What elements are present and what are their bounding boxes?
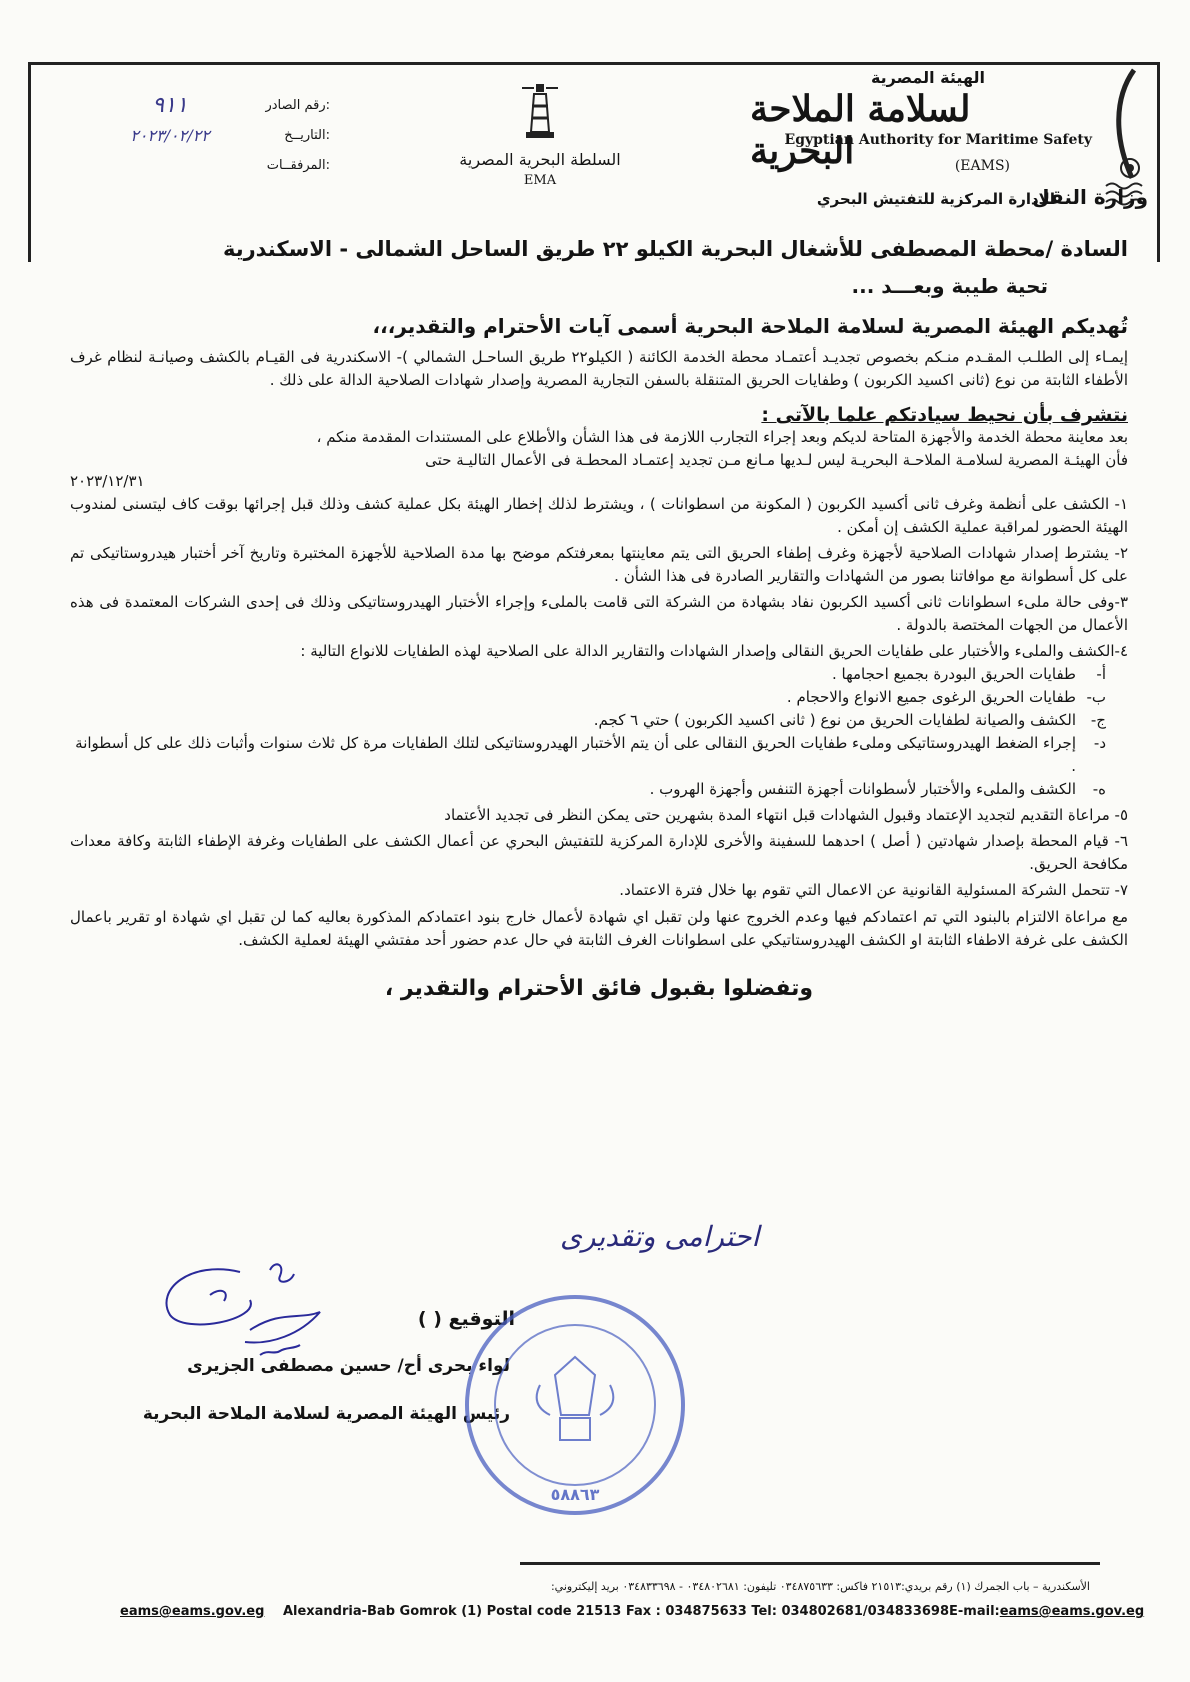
signatory-name: لواء بحرى أح/ حسين مصطفى الجزيرى	[187, 1356, 510, 1376]
list-item: ٧- تتحمل الشركة المسئولية القانونية عن الاعمال التي تقوم بها خلال فترة الاعتماد.	[619, 881, 1128, 899]
ema-name-en: EMA	[523, 173, 557, 188]
date-label: التاريــخ:	[284, 127, 330, 143]
org-name-en: Egyptian Authority for Maritime Safety	[784, 132, 1092, 148]
addressee: السادة /محطة المصطفى للأشغال البحرية الكيلو ٢٢ طريق الساحل الشمالى - الاسكندرية	[222, 237, 1128, 261]
sub-item-letter: د-	[1093, 734, 1106, 752]
footer-rule	[520, 1562, 1100, 1565]
paragraph-approval: فأن الهيئـة المصرية لسلامـة الملاحـة البحريـة ليس لـديها مـانع مـن تجديد إعتمـاد المحطـة فى الأعمال التاليـة حتى	[425, 451, 1128, 469]
footer-contact-en: Alexandria-Bab Gomrok (1) Postal code 21513 Fax : 034875633 Tel: 034802681/034833698E-mail:	[282, 1604, 1000, 1619]
list-item: ٦- قيام المحطة بإصدار شهادتين ( أصل ) احدهما للسفينة والأخرى للإدارة المركزية للتفتيش البحري عن أعمال الكشف على الطفايات وغرفة الإطفاء الثابتة وكافة معدات مكافحة الحريق.	[70, 832, 1128, 873]
sub-item-letter: أ-	[1096, 665, 1106, 683]
closing-line: وتفضلوا بقبول فائق الأحترام والتقدير ،	[384, 976, 814, 1001]
footer-line	[120, 1604, 1145, 1619]
department-name: الادارة المركزية للتفتيش البحري	[816, 190, 1055, 208]
handwritten-regards: احترامی وتقديری	[560, 1220, 760, 1253]
ema-name-ar: السلطة البحرية المصرية	[459, 150, 621, 169]
seal-number: ٥٨٨٦٣	[550, 1485, 600, 1504]
letter-body	[70, 232, 1128, 1001]
list-item: ٣-وفى حالة ملىء اسطوانات ثانى أكسيد الكربون نفاد بشهادة من الشركة التى قامت بالملىء وإجراء الأختبار الهيدروستاتيكى وذلك فى إحدى الشركات المعتمدة فى هذه الأعمال من الجهات المختصة بالدولة .	[70, 593, 1128, 634]
sub-item-letter: ب-	[1086, 688, 1106, 706]
sub-item-text: إجراء الضغط الهيدروستاتيكى وملىء طفايات الحريق النقالى على أن يتم الأختبار الهيدروستاتيكى لتلك الطفايات مرة كل ثلاث سنوات وأثبات ذلك على كل أسطوانة .	[75, 734, 1076, 775]
intro-paragraph: إيمـاء إلى الطلـب المقـدم منـكم بخصوص تجديـد أعتمـاد محطة الخدمة الكائنة ( الكيلو٢٢ طريق الساحـل الشمالي )- الاسكندرية فى القيـام بالكشف وصيانـة لنظام غرف الأطفاء الثابتة من نوع (ثانى اكسيد الكربون ) وطفايات الحريق المتنقلة بالسفن التجارية المصرية وإصدار شهادات الصلاحية الدالة على ذلك .	[70, 348, 1128, 389]
sub-item-text: الكشف والملىء والأختبار لأسطوانات أجهزة التنفس وأجهزة الهروب .	[649, 780, 1076, 798]
list-item: ١- الكشف على أنظمة وغرف ثانى أكسيد الكربون ( المكونة من اسطوانات ) ، ويشترط لذلك إخطار الهيئة بكل عملية كشف وذلك قبل إجرائها بوقت كاف ليتسنى لمندوب الهيئة الحضور لمراقبة عملية الكشف إن أمكن .	[70, 495, 1128, 536]
lighthouse-icon	[518, 82, 562, 142]
approval-date: ٢٠٢٣/١٢/٣١	[70, 472, 145, 490]
org-name-ar: لسلامة الملاحة البحرية	[750, 88, 971, 172]
list-item: ٢- يشترط إصدار شهادات الصلاحية لأجهزة وغرف إطفاء الحريق التى يتم معاينتها بمعرفتكم موضح بها مدة الصلاحية للأجهزة المختبرة وتاريخ آخر أختبار هيدروستاتيكى تم على كل أسطوانة مع موافاتنا بصور من الشهادات والتقارير الصادرة فى هذا الشأن .	[70, 544, 1128, 585]
frame-right-rule	[1157, 62, 1160, 262]
attach-row	[90, 150, 330, 180]
list-item: ٤-الكشف والملىء والأختبار على طفايات الحريق النقالى وإصدار الشهادات والتقارير الدالة على الصلاحية لهذه الطفايات للانواع التالية :	[300, 642, 1128, 660]
ministry-name: وزارة النقل	[1032, 185, 1148, 209]
sub-item-text: الكشف والصيانة لطفايات الحريق من نوع ( ثانى اكسيد الكربون ) حتي ٦ كجم.	[593, 711, 1076, 729]
footer-address-ar: الأسكندرية – باب الجمرك (١) رقم بريدي:٢١٥١٣ فاكس: ٠٣٤٨٧٥٦٣٣ تليفون: ٠٣٤٨٠٢٦٨١ - ٠٣٤٨٣٣٦٩٨ بريد إليكتروني:	[550, 1580, 1090, 1593]
date-value: ٢٠٢٣/٠٢/٢٢	[130, 125, 210, 145]
official-seal-icon	[460, 1290, 690, 1520]
footer-email-link[interactable]: eams@eams.gov.eg	[120, 1604, 265, 1619]
ref-row	[90, 90, 330, 120]
final-paragraph: مع مراعاة الالتزام بالبنود التي تم اعتمادكم فيها وعدم الخروج عنها ولن تقبل اي شهادة لأعمال خارج بنود اعتمادكم المذكورة بعاليه كما لن تقبل اي شهادة او تقرير باعمال الكشف على غرفة الاطفاء الثابتة او الكشف الهيدروستاتيكي على اسطوانات الغرف الثابتة في حال عدم حضور أحد مفتشي الهيئة لعملية الكشف.	[70, 908, 1128, 949]
sub-item-text: طفايات الحريق الرغوى جميع الانواع والاحجام .	[786, 688, 1076, 706]
frame-left-rule	[28, 62, 31, 262]
org-abbreviation: (EAMS)	[954, 158, 1010, 174]
signatory-title: رئيس الهيئة المصرية لسلامة الملاحة البحرية	[142, 1404, 510, 1424]
signature-label: التوقيع ( )	[417, 1308, 515, 1330]
footer-email-link-2[interactable]: eams@eams.gov.eg	[999, 1604, 1145, 1619]
list-item: ٥- مراعاة التقديم لتجديد الإعتماد وقبول الشهادات قبل انتهاء المدة بشهرين حتى يمكن النظر فى تجديد الأعتماد	[444, 806, 1128, 824]
sub-list-item	[70, 778, 1128, 801]
sub-item-letter: ج-	[1090, 711, 1106, 729]
greeting: تحية طيبة وبعـــد ...	[851, 274, 1048, 298]
ref-value: ٩١١	[152, 92, 188, 118]
sub-list-item	[70, 709, 1128, 732]
org-letterhead	[750, 60, 1150, 220]
sub-list-item	[70, 663, 1128, 686]
attach-label: المرفقــات:	[266, 157, 330, 173]
notice-heading: نتشرف بأن نحيط سيادتكم علما بالآتى :	[761, 404, 1128, 426]
org-name-ar-small: الهيئة المصرية	[870, 68, 985, 87]
greeting-respect: تُهديكم الهيئة المصرية لسلامة الملاحة البحرية أسمى آيات الأحترام والتقدير،،،	[372, 314, 1128, 338]
sub-list-item	[70, 732, 1128, 778]
sub-list-item	[70, 686, 1128, 709]
ema-block	[440, 82, 640, 202]
reference-block	[90, 90, 330, 180]
sub-item-text: طفايات الحريق البودرة بجميع احجامها .	[832, 665, 1076, 683]
paragraph-inspection: بعد معاينة محطة الخدمة والأجهزة المتاحة لديكم وبعد إجراء التجارب اللازمة فى هذا الشأن والأطلاع على المستندات المقدمة منكم ،	[316, 428, 1128, 446]
ref-label: رقم الصادر:	[265, 97, 330, 113]
sub-item-letter: ه-	[1092, 780, 1106, 798]
date-row	[90, 120, 330, 150]
